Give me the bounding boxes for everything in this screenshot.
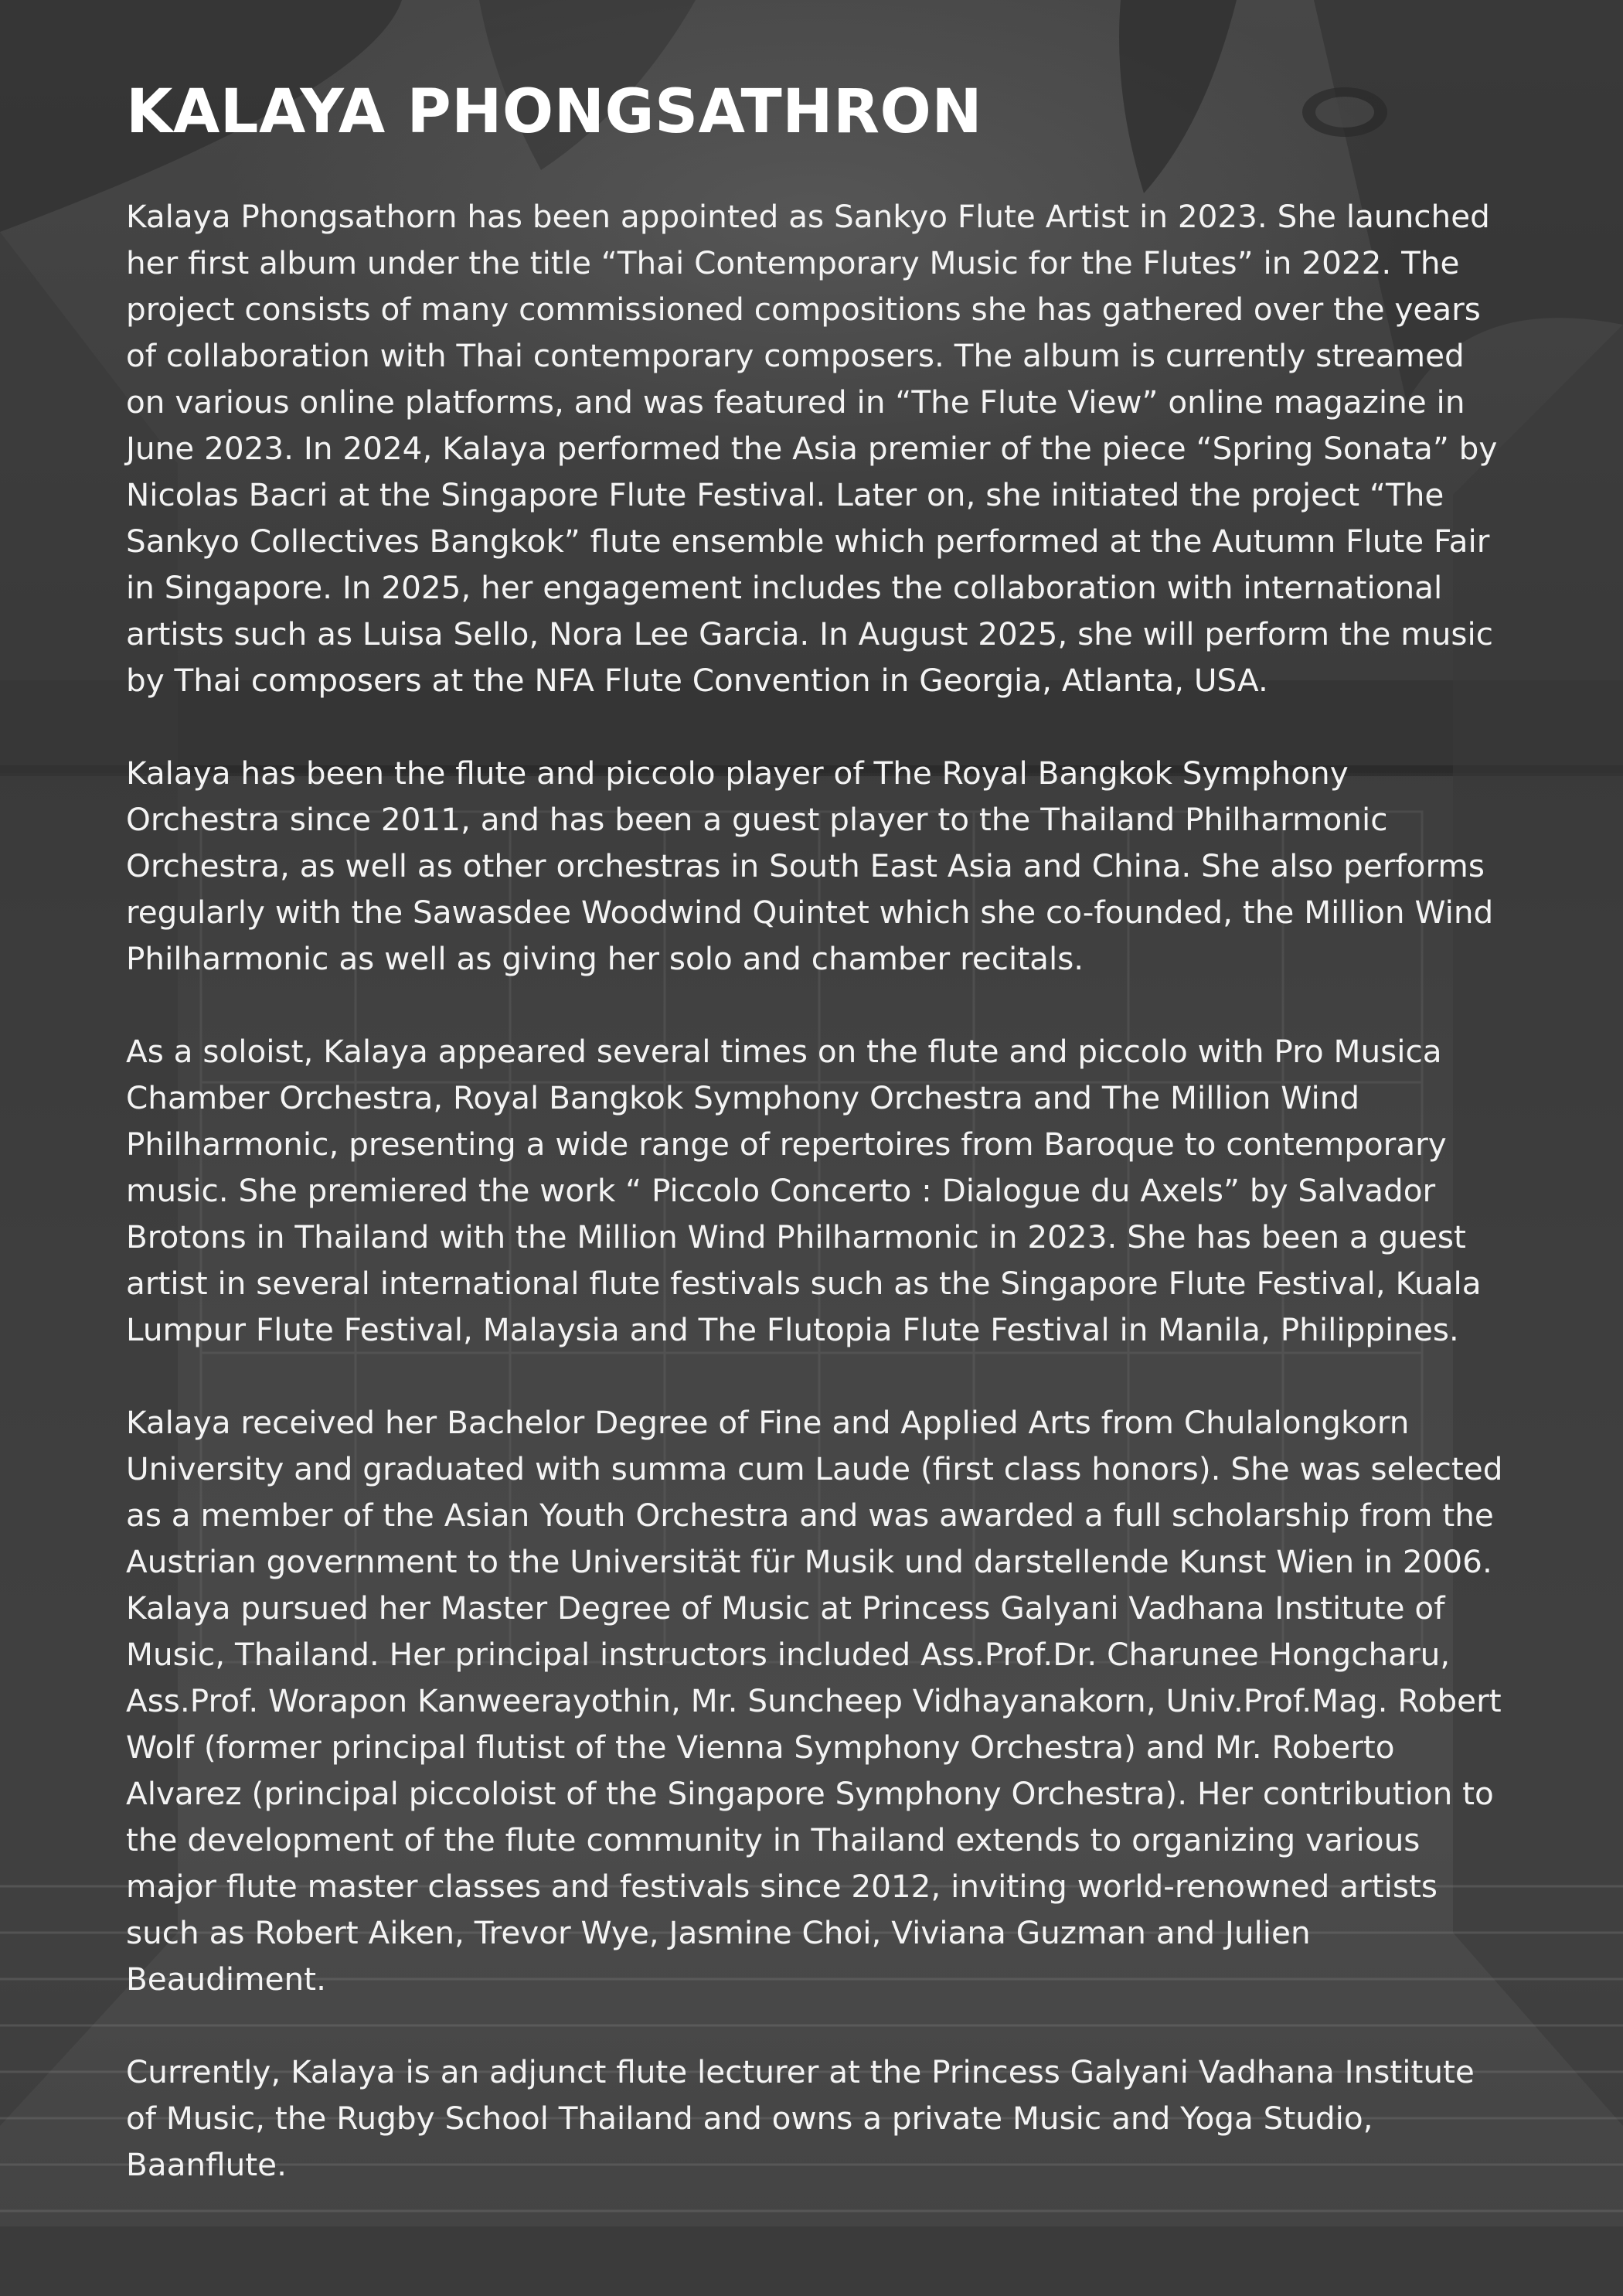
bio-paragraph: Kalaya Phongsathorn has been appointed as Sankyo Flute Artist in 2023. She launched her first album under the title “Thai Contemporary Music for the Flutes” in 2022. The project consists of many commissioned compositions she has gathered over the years of collaboration with Thai contemporary composers. The album is currently streamed on various online platforms, and was featured in “The Flute View” online magazine in June 2023. In 2024, Kalaya performed the Asia premier of the piece “Spring Sonata” by Nicolas Bacri at the Singapore Flute Festival. Later on, she initiated the project “The Sankyo Collectives Bangkok” flute ensemble which performed at the Autumn Flute Fair in Singapore. In 2025, her engagement includes the collaboration with international artists such as Luisa Sello, Nora Lee Garcia. In August 2025, she will perform the music by Thai composers at the NFA Flute Convention in Georgia, Atlanta, USA. xyxy=(126,198,1498,699)
bio-paragraph: Kalaya has been the flute and piccolo player of The Royal Bangkok Symphony Orchestra since 2011, and has been a guest player to the Thailand Philharmonic Orchestra, as well as other orchestras in South East Asia and China. She also performs regularly with the Sawasdee Woodwind Quintet which she co-founded, the Million Wind Philharmonic as well as giving her solo and chamber recitals. xyxy=(126,755,1494,977)
page-title: KALAYA PHONGSATHRON xyxy=(126,77,983,147)
bio-paragraph: As a soloist, Kalaya appeared several times on the flute and piccolo with Pro Musica Chamber Orchestra, Royal Bangkok Symphony Orchestra and The Million Wind Philharmonic, presenting a wide range of repertoires from Baroque to contemporary music. She premiered the work “ Piccolo Concerto : Dialogue du Axels” by Salvador Brotons in Thailand with the Million Wind Philharmonic in 2023. She has been a guest artist in several international flute festivals such as the Singapore Flute Festival, Kuala Lumpur Flute Festival, Malaysia and The Flutopia Flute Festival in Manila, Philippines. xyxy=(126,1033,1482,1348)
bio-paragraph: Currently, Kalaya is an adjunct flute lecturer at the Princess Galyani Vadhana Institute of Music, the Rugby School Thailand and owns a private Music and Yoga Studio, Baanflute. xyxy=(126,2053,1475,2183)
bio-content xyxy=(126,70,1509,2188)
bio-paragraph: Kalaya received her Bachelor Degree of Fine and Applied Arts from Chulalongkorn University and graduated with summa cum Laude (first class honors). She was selected as a member of the Asian Youth Orchestra and was awarded a full scholarship from the Austrian government to the Universität für Musik und darstellende Kunst Wien in 2006. Kalaya pursued her Master Degree of Music at Princess Galyani Vadhana Institute of Music, Thailand. Her principal instructors included Ass.Prof.Dr. Charunee Hongcharu, Ass.Prof. Worapon Kanweerayothin, Mr. Suncheep Vidhayanakorn, Univ.Prof.Mag. Robert Wolf (former principal flutist of the Vienna Symphony Orchestra) and Mr. Roberto Alvarez (principal piccoloist of the Singapore Symphony Orchestra). Her contribution to the development of the flute community in Thailand extends to organizing various major flute master classes and festivals since 2012, inviting world-renowned artists such as Robert Aiken, Trevor Wye, Jasmine Choi, Viviana Guzman and Julien Beaudiment. xyxy=(126,1404,1503,1998)
